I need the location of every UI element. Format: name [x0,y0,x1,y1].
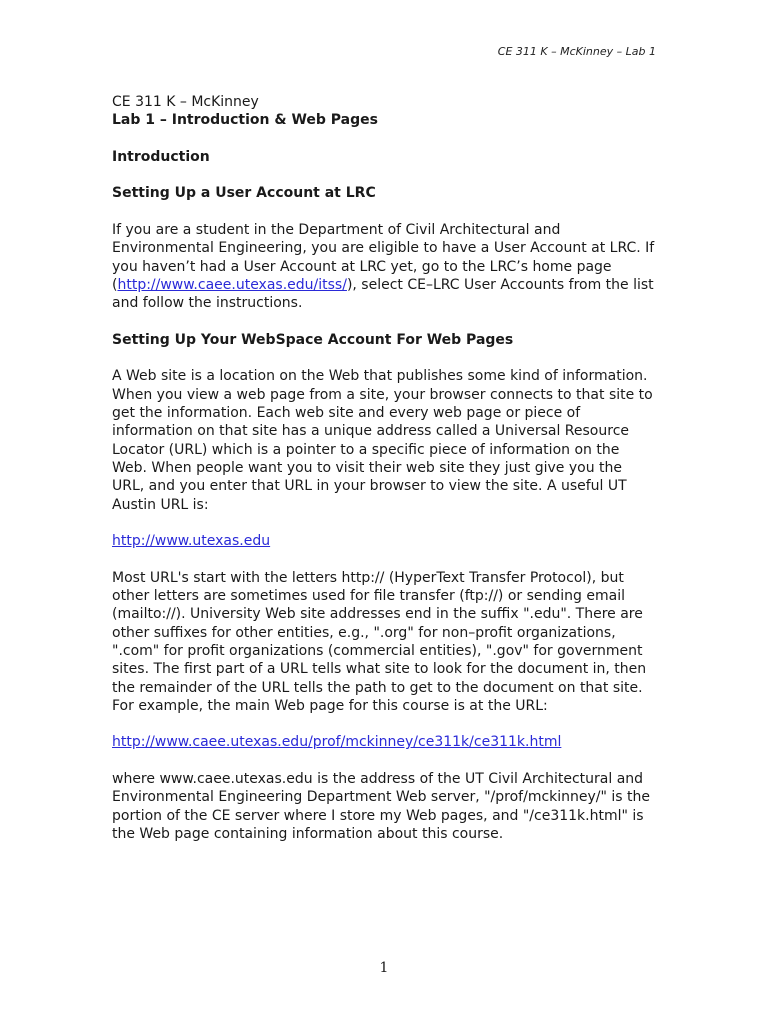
lrc-account-paragraph [112,221,658,312]
page-number: 1 [379,960,389,976]
webspace-paragraph: A Web site is a location on the Web that publishes some kind of information. When you view a web page from a site, your browser connects to that site to get the information. Each web site and every web page or piece of information on that site has a unique address called a Universal Resource Locator (URL) which is a pointer to a specific piece of information on the Web. When people want you to visit their web site they just give you the URL, and you enter that URL in your browser to view the site. A useful UT Austin URL is: [112,368,653,513]
webspace-heading: Setting Up Your WebSpace Account For Web Pages [112,331,514,348]
url-explanation-paragraph: Most URL's start with the letters http:// (HyperText Transfer Protocol), but other letters are sometimes used for file transfer (ftp://) or sending email (mailto://). University Web site addresses end in the suffix ".edu". There are other suffixes for other entities, e.g., ".org" for non–profit organizations, ".com" for profit organizations (commercial entities), ".gov" for government sites. The first part of a URL tells what site to look for the document in, then the remainder of the URL tells the path to get to the document on that site. For example, the main Web page for this course is at the URL: [112,569,647,714]
course-page-link[interactable]: http://www.caee.utexas.edu/prof/mckinney/ce311k/ce311k.html [112,734,562,751]
lrc-text-after-link: ), select CE–LRC User Accounts from the list and follow the instructions. [112,276,654,312]
introduction-heading: Introduction [112,148,210,165]
course-title: CE 311 K – McKinney [112,94,259,110]
lrc-account-heading: Setting Up a User Account at LRC [112,185,376,202]
course-url-line [112,733,658,751]
ut-url-line [112,532,658,550]
running-header: CE 311 K – McKinney – Lab 1 [497,45,656,58]
course-url-explanation-paragraph: where www.caee.utexas.edu is the address of the UT Civil Architectural and Environmental Engineering Department Web server, "/prof/mckinney/" is the portion of the CE server where I store my Web pages, and "/ce311k.html" is the Web page containing information about this course. [112,770,651,842]
document-body [112,93,658,843]
utexas-link[interactable]: http://www.utexas.edu [112,533,271,550]
lrc-text-before-link: If you are a student in the Department of Civil Architectural and Environmental Engineering, you are eligible to have a User Account at LRC. If you haven’t had a User Account at LRC yet, go to the LRC’s home page ( [112,222,655,293]
itss-link[interactable]: http://www.caee.utexas.edu/itss/ [117,276,347,293]
lab-title: Lab 1 – Introduction & Web Pages [112,112,378,129]
